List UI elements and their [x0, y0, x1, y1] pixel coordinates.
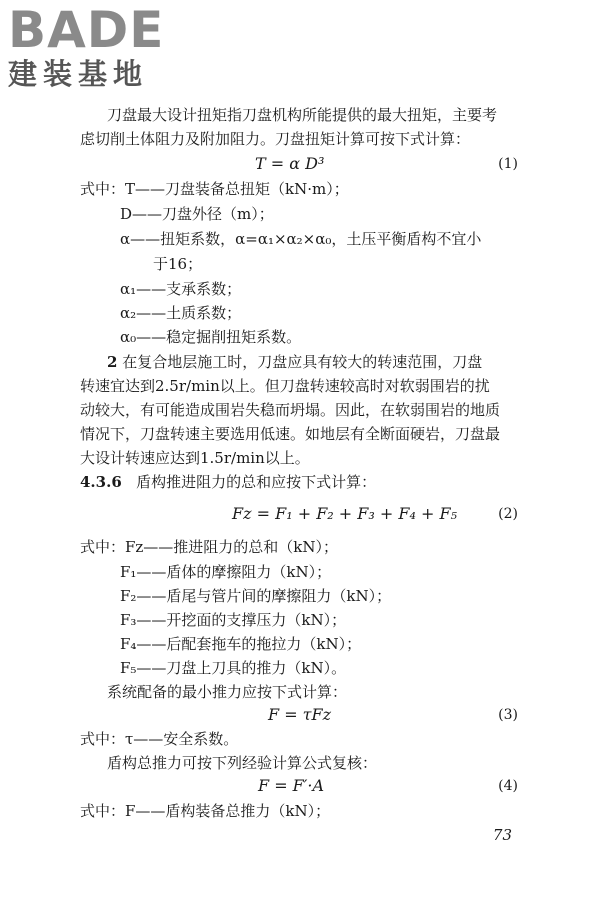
where-tau: 式中：τ——安全系数。: [80, 730, 239, 748]
equation-4-number: (4): [498, 778, 518, 794]
where-f5: F₅——刀盘上刀具的推力（kN）。: [120, 659, 347, 677]
paragraph-2-line-1-text: 在复合地层施工时，刀盘应具有较大的转速范围，刀盘: [122, 353, 483, 371]
equation-1: T = α D³: [255, 154, 325, 173]
section-number: 4.3.6: [80, 473, 122, 491]
paragraph-1-line-2: 虑切削土体阻力及附加阻力。刀盘扭矩计算可按下式计算：: [80, 130, 471, 148]
paragraph-2-line-5: 大设计转速应达到1.5r/min以上。: [80, 449, 310, 467]
logo-wordmark: BADE: [8, 1, 165, 59]
paragraph-2-line-4: 情况下，刀盘转速主要选用低速。如地层有全断面硬岩，刀盘最: [80, 425, 501, 443]
equation-3: F = τFz: [268, 705, 332, 724]
item-number-2: 2: [107, 353, 118, 371]
section-text: 盾构推进阻力的总和应按下式计算：: [136, 473, 377, 491]
where-f3: F₃——开挖面的支撑压力（kN）；: [120, 611, 347, 629]
where-f1: F₁——盾体的摩擦阻力（kN）；: [120, 563, 332, 581]
where-alpha-line-2: 于16；: [153, 255, 203, 273]
where-f2: F₂——盾尾与管片间的摩擦阻力（kN）；: [120, 587, 392, 605]
equation-3-number: (3): [498, 707, 518, 723]
section-4-3-6: [80, 471, 376, 493]
where-alpha2: α₂——土质系数；: [120, 304, 242, 322]
paragraph-2-line-3: 动较大，有可能造成围岩失稳而坍塌。因此，在软弱围岩的地质: [80, 401, 501, 419]
where-t: 式中：T——刀盘装备总扭矩（kN·m）；: [80, 180, 349, 198]
paragraph-2-line-2: 转速宜达到2.5r/min以上。但刀盘转速较高时对软弱围岩的扰: [80, 377, 490, 395]
where-alpha-line-1: α——扭矩系数，α=α₁×α₂×α₀，土压平衡盾构不宜小: [120, 230, 482, 248]
equation-2-number: (2): [498, 506, 518, 522]
equation-4: F = F′·A: [258, 776, 325, 795]
where-f: 式中：F——盾构装备总推力（kN）；: [80, 802, 331, 820]
where-fz: 式中：Fz——推进阻力的总和（kN）；: [80, 538, 339, 556]
equation-2: Fz = F₁ + F₂ + F₃ + F₄ + F₅: [232, 504, 457, 523]
paragraph-3: 系统配备的最小推力应按下式计算：: [107, 683, 348, 701]
page-number: 73: [492, 826, 512, 844]
paragraph-2-line-1: [107, 351, 482, 373]
paragraph-1-line-1: 刀盘最大设计扭矩指刀盘机构所能提供的最大扭矩，主要考: [107, 106, 498, 124]
equation-1-number: (1): [498, 156, 518, 172]
where-f4: F₄——后配套拖车的拖拉力（kN）；: [120, 635, 362, 653]
where-d: D——刀盘外径（m）；: [120, 205, 274, 223]
where-alpha0: α₀——稳定掘削扭矩系数。: [120, 328, 302, 346]
paragraph-4: 盾构总推力可按下列经验计算公式复核：: [107, 754, 378, 772]
logo-subtitle: 建装基地: [8, 57, 149, 91]
where-alpha1: α₁——支承系数；: [120, 280, 242, 298]
